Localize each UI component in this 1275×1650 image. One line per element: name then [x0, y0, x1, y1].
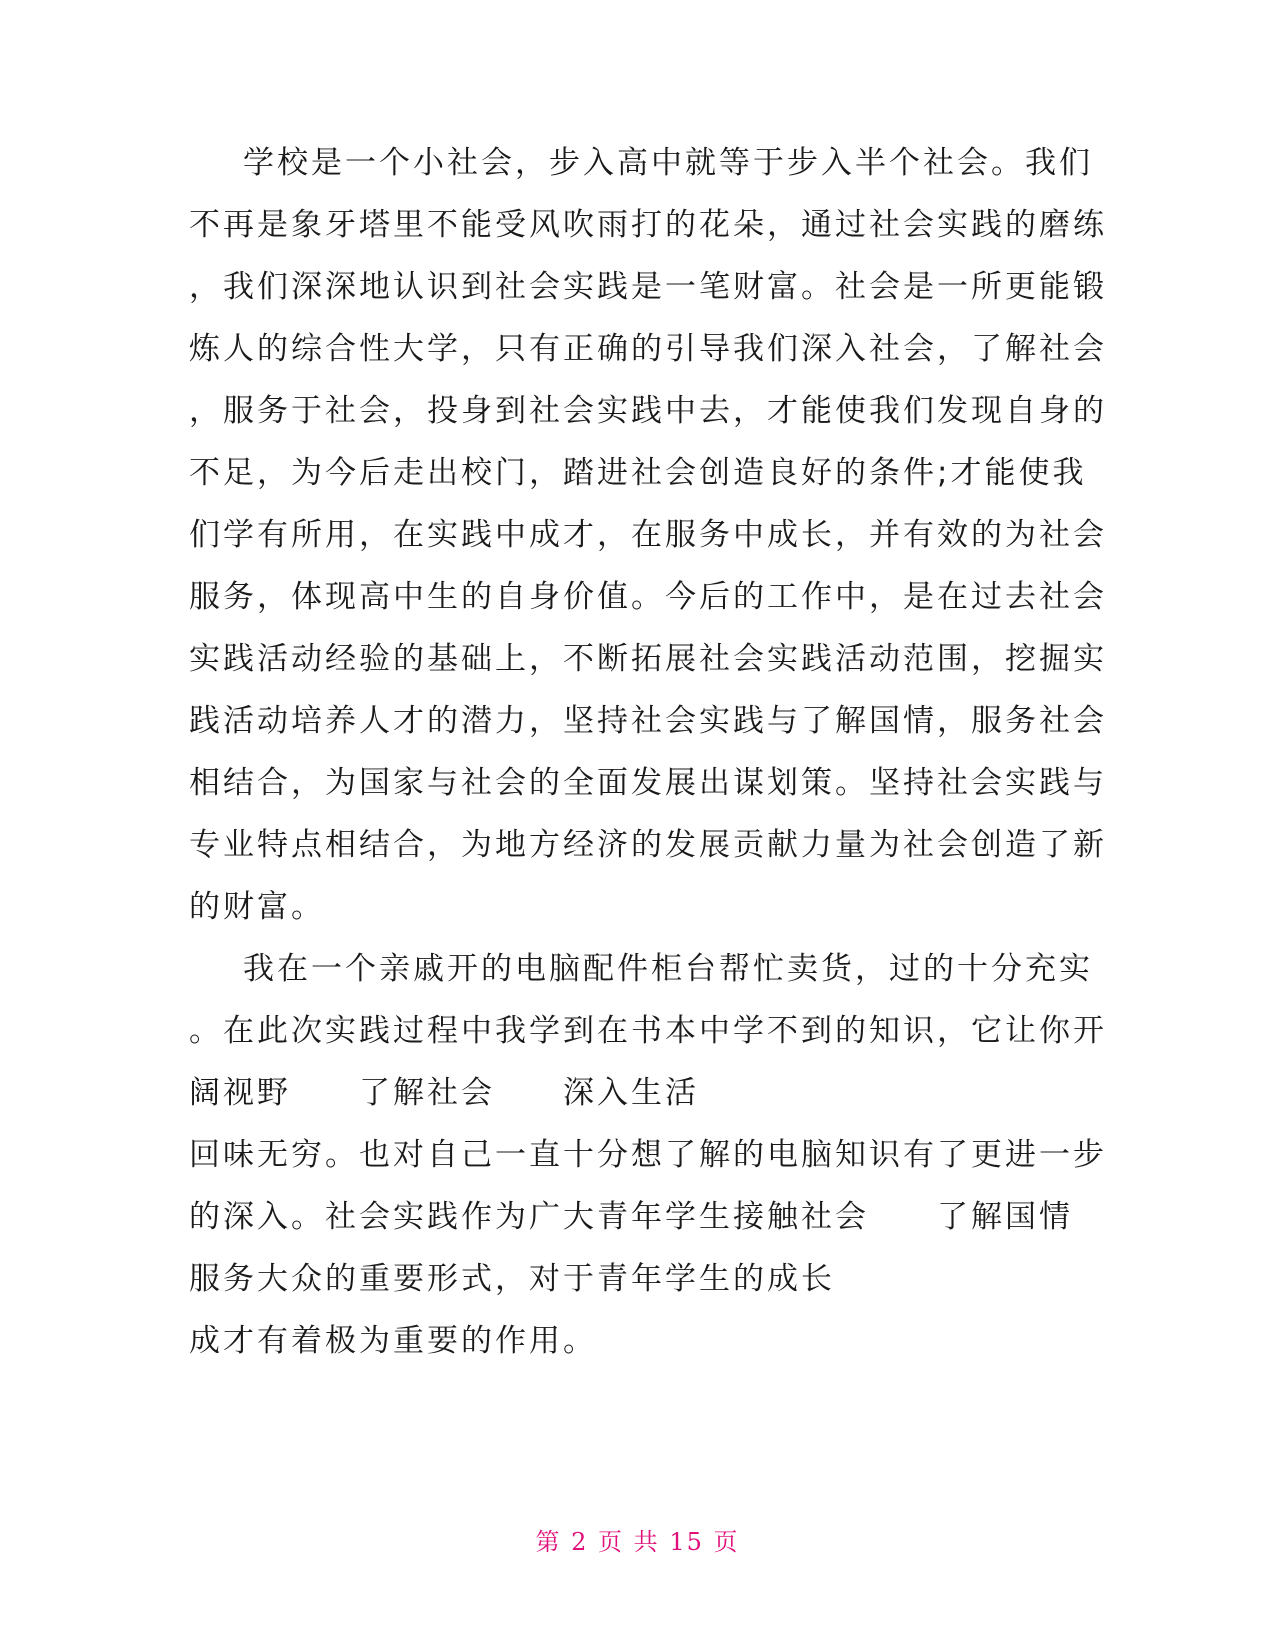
paragraph-line: 们学有所用，在实践中成才，在服务中成长，并有效的为社会 [189, 517, 1107, 553]
footer-suffix: 页 [713, 1528, 740, 1556]
paragraph-line: 不再是象牙塔里不能受风吹雨打的花朵，通过社会实践的磨练 [189, 207, 1107, 243]
paragraph-line: ，服务于社会，投身到社会实践中去，才能使我们发现自身的 [189, 393, 1107, 429]
total-page-count: 15 [669, 1528, 704, 1556]
paragraph-line: 。在此次实践过程中我学到在书本中学不到的知识，它让你开 [189, 1013, 1107, 1049]
paragraph-line: 践活动培养人才的潜力，坚持社会实践与了解国情，服务社会 [189, 703, 1107, 739]
paragraph-line: 相结合，为国家与社会的全面发展出谋划策。坚持社会实践与 [189, 765, 1107, 801]
paragraph-line: 成才有着极为重要的作用。 [189, 1323, 597, 1359]
paragraph-line: 不足，为今后走出校门，踏进社会创造良好的条件;才能使我 [189, 455, 1087, 491]
footer-prefix: 第 [535, 1528, 562, 1556]
paragraph-line: 服务，体现高中生的自身价值。今后的工作中，是在过去社会 [189, 579, 1107, 615]
paragraph-line: 我在一个亲戚开的电脑配件柜台帮忙卖货，过的十分充实 [243, 951, 1093, 987]
paragraph-line: ，我们深深地认识到社会实践是一笔财富。社会是一所更能锻 [189, 269, 1107, 305]
paragraph-line: 的财富。 [189, 889, 325, 925]
current-page-number: 2 [571, 1528, 589, 1556]
paragraph-line: 学校是一个小社会，步入高中就等于步入半个社会。我们 [243, 145, 1093, 181]
paragraph-line: 实践活动经验的基础上，不断拓展社会实践活动范围，挖掘实 [189, 641, 1107, 677]
paragraph-line: 回味无穷。也对自己一直十分想了解的电脑知识有了更进一步 [189, 1137, 1107, 1173]
paragraph-line: 阔视野 了解社会 深入生活 [189, 1075, 699, 1111]
paragraph-line: 炼人的综合性大学，只有正确的引导我们深入社会，了解社会 [189, 331, 1107, 367]
footer-middle: 页 共 [598, 1528, 660, 1556]
paragraph-line: 专业特点相结合，为地方经济的发展贡献力量为社会创造了新 [189, 827, 1107, 863]
page-footer [0, 1526, 1275, 1558]
paragraph-line: 服务大众的重要形式，对于青年学生的成长 [189, 1261, 835, 1297]
paragraph-line: 的深入。社会实践作为广大青年学生接触社会 了解国情 [189, 1199, 1073, 1235]
